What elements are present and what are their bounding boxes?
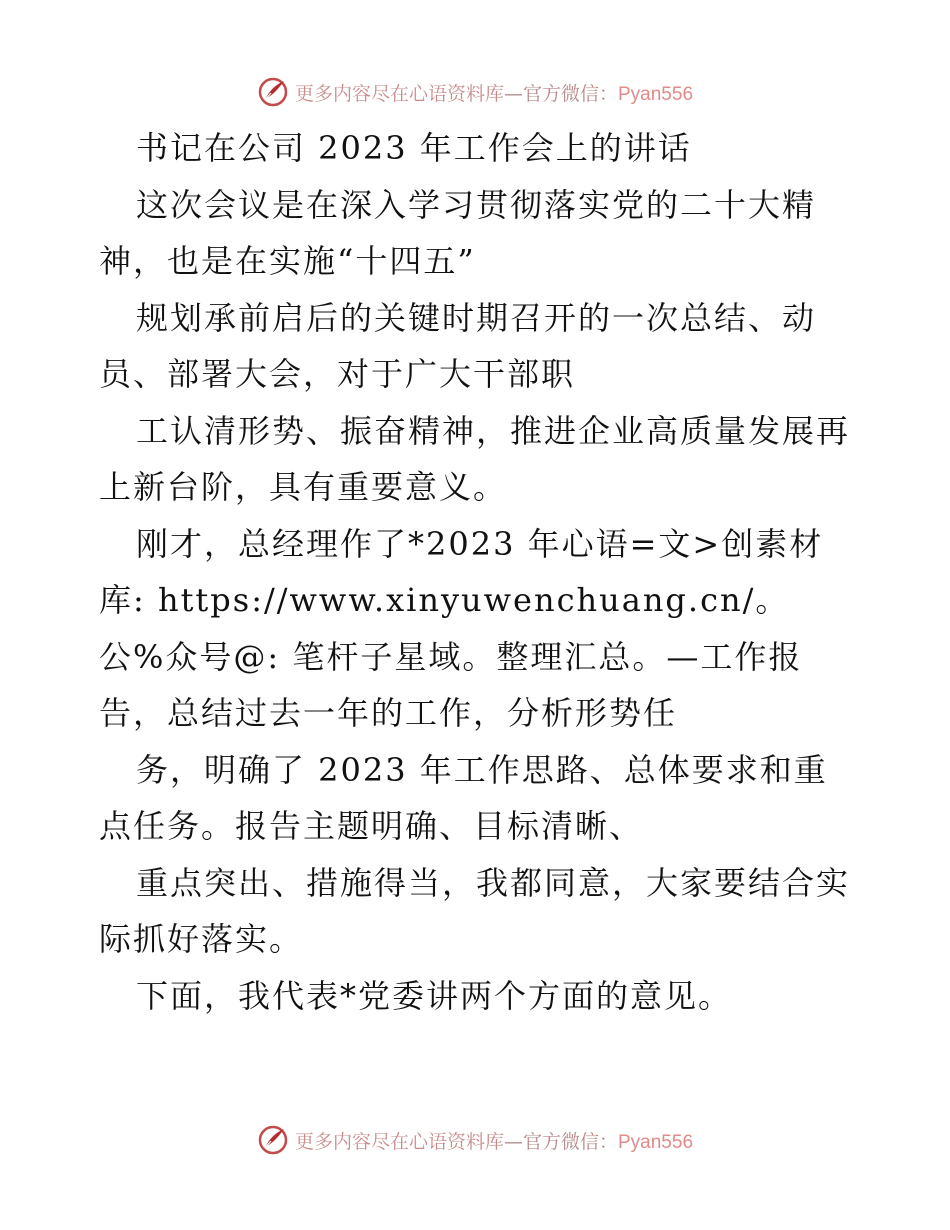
footer-banner xyxy=(0,1120,950,1160)
paragraph: 重点突出、措施得当，我都同意，大家要结合实际抓好落实。 xyxy=(99,863,851,958)
feather-pen-logo-icon xyxy=(257,76,289,108)
paragraph: 下面，我代表*党委讲两个方面的意见。 xyxy=(136,976,733,1015)
header-wechat-label: 官方微信： xyxy=(522,82,618,105)
footer-banner-main: 更多内容尽在心语资料库 xyxy=(294,1130,504,1153)
feather-pen-logo-icon xyxy=(257,1124,289,1156)
footer-wechat-id: Pyan556 xyxy=(618,1131,694,1153)
paragraph: 这次会议是在深入学习贯彻落实党的二十大精神，也是在实施“十四五” xyxy=(99,185,817,280)
footer-banner-separator: — xyxy=(503,1130,523,1153)
footer-banner-text xyxy=(295,1127,693,1154)
header-banner xyxy=(0,72,950,112)
header-wechat-id: Pyan556 xyxy=(618,83,694,105)
header-banner-text xyxy=(295,79,693,106)
paragraph: 务，明确了 2023 年工作思路、总体要求和重点任务。报告主题明确、目标清晰、 xyxy=(99,750,828,845)
document-title: 书记在公司 2023 年工作会上的讲话 xyxy=(136,129,692,167)
paragraph: 刚才，总经理作了*2023 年心语=文>创素材库: https://www.xinyuwenchuang.cn/。公%众号@: 笔杆子星域。整理汇总。—工作报告，总结过去一年的工作，分析形势任 xyxy=(99,524,824,732)
header-banner-main: 更多内容尽在心语资料库 xyxy=(294,82,504,105)
paragraph: 工认清形势、振奋精神，推进企业高质量发展再上新台阶，具有重要意义。 xyxy=(99,411,851,506)
header-banner-separator: — xyxy=(503,82,523,105)
paragraph: 规划承前启后的关键时期召开的一次总结、动员、部署大会，对于广大干部职 xyxy=(99,298,817,393)
footer-wechat-label: 官方微信： xyxy=(522,1130,618,1153)
document-body xyxy=(99,120,851,1024)
